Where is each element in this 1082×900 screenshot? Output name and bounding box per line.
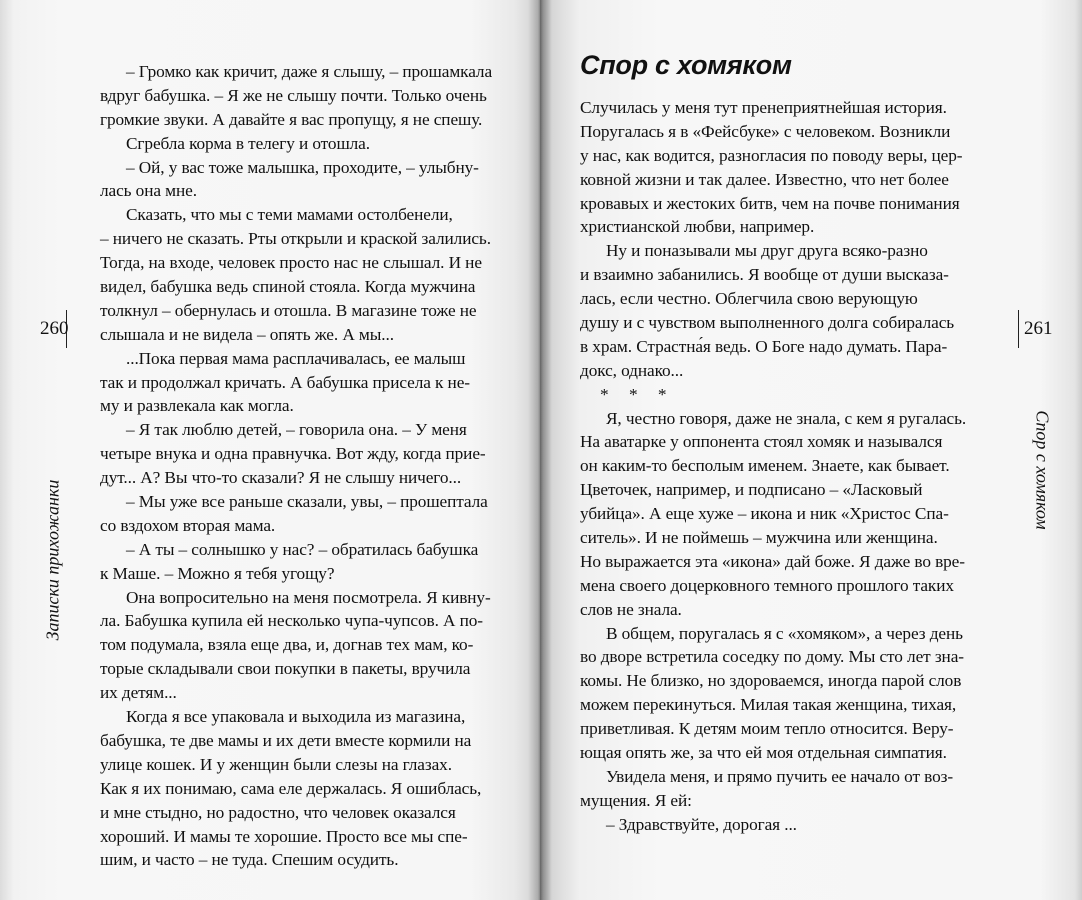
text-line: Она вопросительно на меня посмотрела. Я кивну-	[126, 587, 491, 607]
text-line: комы. Не близко, но здороваемся, иногда парой слов	[580, 671, 962, 691]
text-line: слышала и не видела – опять же. А мы...	[100, 324, 394, 344]
chapter-title: Спор с хомяком	[580, 50, 792, 80]
text-line: толкнул – обернулась и отошла. В магазине тоже не	[100, 300, 477, 320]
text-line: так и продолжал кричать. А бабушка присела к не-	[100, 372, 470, 392]
text-line: Поругалась я в «Фейсбуке» с человеком. Возникли	[580, 121, 951, 141]
right-page	[540, 0, 1082, 900]
text-line: Увидела меня, и прямо пучить ее начало от воз-	[606, 766, 954, 786]
text-line: он каким-то бесполым именем. Знаете, как бывает.	[580, 456, 950, 476]
left-page	[0, 0, 540, 900]
text-line: дут... А? Вы что-то сказали? Я не слышу ничего...	[100, 468, 462, 488]
text-line: видел, бабушка ведь спиной стояла. Когда мужчина	[100, 277, 476, 297]
text-line: В общем, поругалась я с «хомяком», а через день	[606, 623, 963, 643]
text-line: Я, честно говоря, даже не знала, с кем я ругалась.	[606, 408, 967, 428]
text-line: – ничего не сказать. Рты открыли и краской залились.	[100, 229, 491, 249]
text-line: Как я их понимаю, сама еле держалась. Я ошиблась,	[100, 778, 482, 798]
text-line: улице кошек. И у женщин были слезы на глазах.	[100, 754, 452, 774]
page-number-rule	[1018, 310, 1019, 348]
text-line: шим, и часто – не туда. Спешим осудить.	[100, 850, 399, 870]
text-line: лась, если честно. Облегчила свою верующую	[580, 289, 918, 309]
text-line: и взаимно забанились. Я вообще от души высказа-	[580, 265, 949, 285]
text-line: христианской любви, например.	[580, 217, 815, 237]
text-line: Но выражается эта «икона» дай боже. Я даже во вре-	[580, 551, 965, 571]
text-line: – Здравствуйте, дорогая ...	[606, 814, 797, 834]
text-line: ющая опять же, за что ей моя отдельная симпатия.	[580, 743, 947, 763]
text-line: убийца». А еще хуже – икона и ник «Христос Спа-	[580, 504, 949, 524]
text-line: мущения. Я ей:	[580, 790, 692, 810]
text-line: слов не знала.	[580, 599, 682, 619]
text-line: к Маше. – Можно я тебя угощу?	[100, 563, 335, 583]
text-line: му и развлекала как могла.	[100, 396, 294, 416]
text-line: душу и с чувством выполненного долга собиралась	[580, 313, 955, 333]
text-line: в храм. Страстна́я ведь. О Боге надо думать. Пара-	[580, 336, 948, 356]
text-line: Случилась у меня тут пренеприятнейшая история.	[580, 98, 947, 117]
section-separator: * * *	[600, 384, 675, 404]
text-line: торые складывали свои покупки в пакеты, вручила	[100, 659, 471, 679]
text-line: со вздохом вторая мама.	[100, 515, 276, 535]
page-number-left: 260	[40, 318, 69, 339]
text-line: ковной жизни и так далее. Известно, что нет более	[580, 169, 949, 189]
text-line: и мне стыдно, но радостно, что человек оказался	[100, 802, 456, 822]
running-head-right: Спор с хомяком	[1032, 410, 1053, 530]
left-page-body	[100, 60, 516, 872]
text-line: докс, однако...	[580, 360, 684, 380]
text-line: бабушка, те две мамы и их дети вместе кормили на	[100, 730, 472, 750]
text-line: ла. Бабушка купила ей несколько чупа-чупсов. А по-	[100, 611, 483, 631]
text-line: Когда я все упаковала и выходила из магазина,	[126, 707, 466, 727]
text-line: можем перекинуться. Милая такая женщина, тихая,	[580, 695, 957, 715]
text-line: – А ты – солнышко у нас? – обратилась бабушка	[126, 539, 479, 559]
text-line: мена своего доцерковного темного прошлого таких	[580, 575, 954, 595]
text-line: – Ой, у вас тоже малышка, проходите, – улыбну-	[126, 157, 479, 177]
text-line: Сказать, что мы с теми мамами остолбенели,	[126, 205, 453, 225]
text-line: у нас, как водится, разногласия по поводу веры, цер-	[580, 145, 963, 165]
text-line: их детям...	[100, 683, 177, 703]
text-line: Сгребла корма в телегу и отошла.	[126, 133, 370, 153]
text-line: лась она мне.	[100, 181, 197, 201]
page-number-right: 261	[1024, 318, 1053, 339]
text-line: На аватарке у оппонента стоял хомяк и назывался	[580, 432, 943, 452]
text-line: – Я так люблю детей, – говорила она. – У меня	[126, 420, 467, 440]
text-line: хороший. И мамы те хорошие. Просто все мы спе-	[100, 826, 468, 846]
right-page-body	[580, 96, 1020, 837]
text-line: том подумала, взяла еще два, и, догнав тех мам, ко-	[100, 635, 474, 655]
text-line: громкие звуки. А давайте я вас пропущу, я не спешу.	[100, 109, 483, 129]
text-line: Тогда, на входе, человек просто нас не слышал. И не	[100, 253, 482, 273]
text-line: ситель». И не поймешь – мужчина или женщина.	[580, 528, 938, 548]
text-line: Ну и поназывали мы друг друга всяко-разно	[606, 241, 928, 261]
text-line: во дворе встретила соседку по дому. Мы сто лет зна-	[580, 647, 964, 667]
text-line: ...Пока первая мама расплачивалась, ее малыш	[126, 348, 466, 368]
text-line: четыре внука и одна правнучка. Вот жду, когда прие-	[100, 444, 486, 464]
text-line: кровавых и жестоких битв, чем на почве понимания	[580, 193, 960, 213]
text-line: – Громко как кричит, даже я слышу, – прошамкала	[126, 62, 493, 81]
text-line: вдруг бабушка. – Я же не слышу почти. Только очень	[100, 85, 487, 105]
running-head-left: Записки прихожанки	[42, 479, 63, 641]
book-gutter	[528, 0, 552, 900]
text-line: приветливая. К детям моим тепло относится. Веру-	[580, 719, 954, 739]
text-line: Цветочек, например, и подписано – «Ласковый	[580, 480, 923, 500]
text-line: – Мы уже все раньше сказали, увы, – прошептала	[126, 492, 488, 512]
